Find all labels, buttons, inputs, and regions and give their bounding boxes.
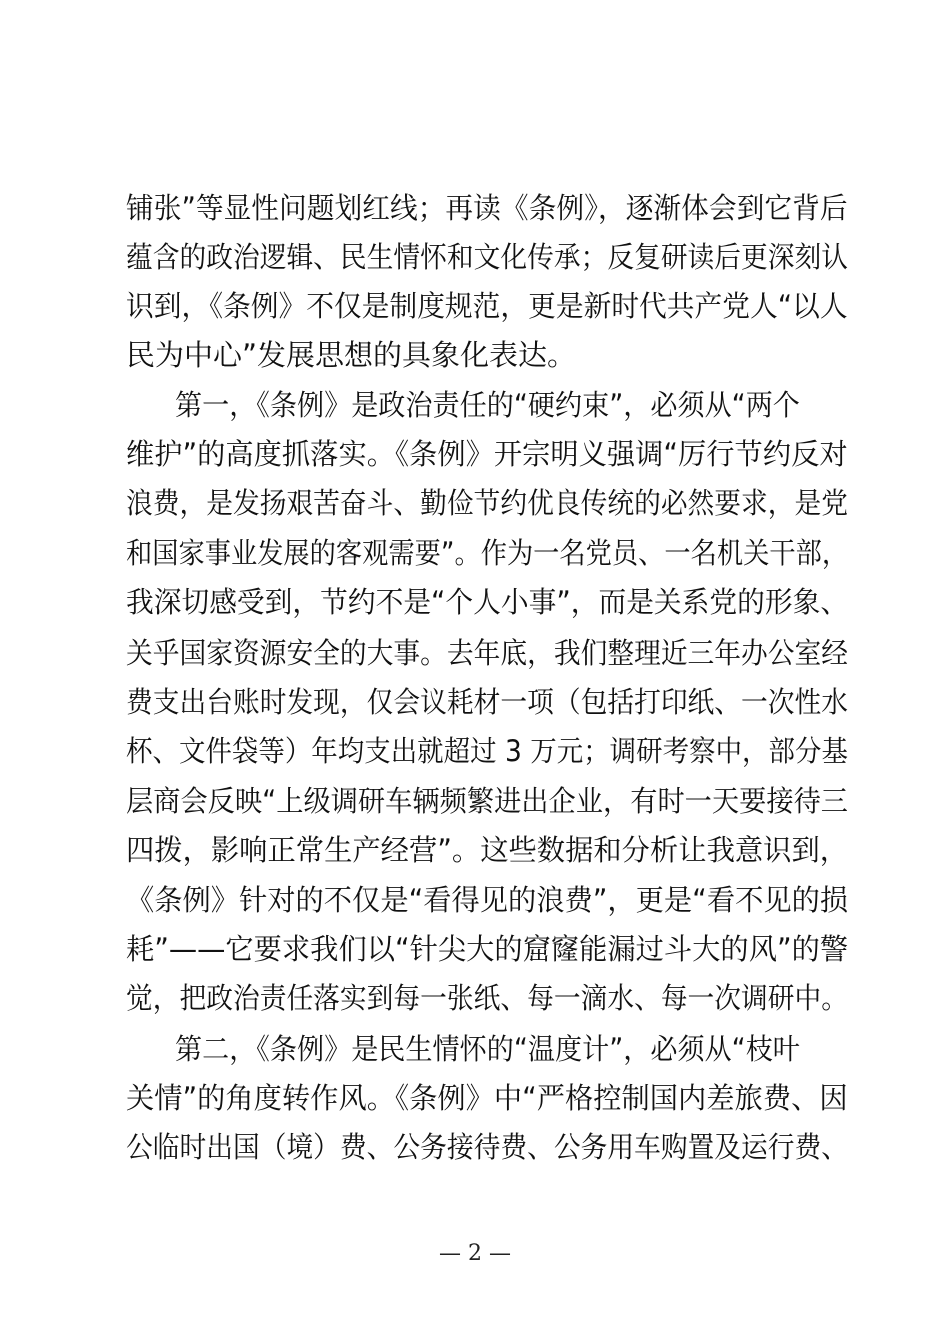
- text-line: 铺张”等显性问题划红线；再读《条例》，逐渐体会到它背后: [126, 191, 848, 225]
- page-number: — 2 —: [439, 1241, 511, 1266]
- text-line: 《条例》针对的不仅是“看得见的浪费”，更是“看不见的损: [126, 883, 849, 917]
- text-line: 层商会反映“上级调研车辆频繁进出企业，有时一天要接待三: [126, 784, 849, 818]
- text-line: 杯、文件袋等）年均支出就超过 3 万元；调研考察中，部分基: [126, 734, 848, 768]
- text-line: 和国家事业发展的客观需要”。作为一名党员、一名机关干部，: [126, 536, 849, 570]
- text-line: 识到，《条例》不仅是制度规范，更是新时代共产党人“以人: [126, 289, 848, 323]
- text-line: 四拨，影响正常生产经营”。这些数据和分析让我意识到，: [126, 833, 849, 867]
- text-line: 公临时出国（境）费、公务接待费、公务用车购置及运行费、: [126, 1130, 849, 1164]
- paragraph-first-line: 第二，《条例》是民生情怀的“温度计”，必须从“枝叶: [175, 1032, 800, 1066]
- text-line: 民为中心”发展思想的具象化表达。: [126, 338, 577, 372]
- text-line: 浪费，是发扬艰苦奋斗、勤俭节约优良传统的必然要求，是党: [126, 486, 849, 520]
- text-line: 蕴含的政治逻辑、民生情怀和文化传承；反复研读后更深刻认: [126, 240, 849, 274]
- text-line: 维护”的高度抓落实。《条例》开宗明义强调“厉行节约反对: [126, 437, 848, 471]
- text-line: 费支出台账时发现，仅会议耗材一项（包括打印纸、一次性水: [126, 685, 849, 719]
- text-line: 我深切感受到，节约不是“个人小事”，而是关系党的形象、: [126, 585, 849, 619]
- text-line: 觉，把政治责任落实到每一张纸、每一滴水、每一次调研中。: [126, 981, 849, 1015]
- text-line: 关情”的角度转作风。《条例》中“严格控制国内差旅费、因: [126, 1081, 848, 1115]
- text-line: 关乎国家资源安全的大事。去年底，我们整理近三年办公室经: [126, 636, 849, 670]
- paragraph-first-line: 第一，《条例》是政治责任的“硬约束”，必须从“两个: [175, 388, 800, 422]
- text-line: 耗”——它要求我们以“针尖大的窟窿能漏过斗大的风”的警: [126, 932, 849, 966]
